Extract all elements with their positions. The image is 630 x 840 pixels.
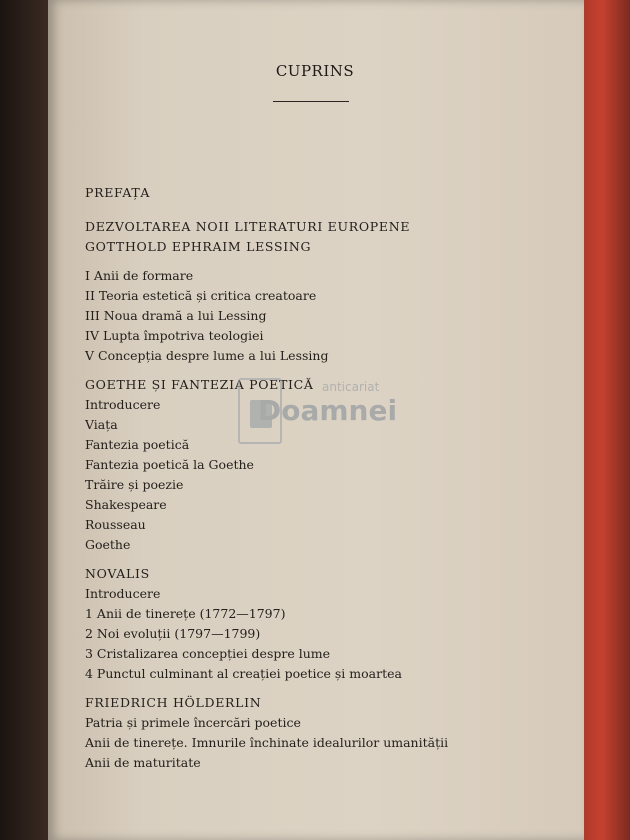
toc-title: 3 Cristalizarea concepției despre lume	[85, 646, 331, 661]
toc-title: V Concepția despre lume a lui Lessing	[85, 348, 329, 363]
toc-title: Shakespeare	[85, 497, 167, 512]
watermark-small-text: anticariat	[322, 380, 380, 394]
toc-title: Fantezia poetică la Goethe	[85, 457, 254, 472]
toc-title: Goethe	[85, 537, 131, 552]
toc-title: Introducere	[85, 397, 161, 412]
page-title: CUPRINS	[275, 62, 355, 80]
toc-title: GOETHE ȘI FANTEZIA POETICĂ	[85, 377, 314, 392]
toc-title: Anii de tinerețe. Imnurile închinate idealurilor umanității	[85, 735, 449, 750]
watermark-logo	[230, 378, 398, 458]
toc-title: FRIEDRICH HÖLDERLIN	[85, 695, 262, 710]
toc-title: III Noua dramă a lui Lessing	[85, 308, 267, 323]
toc-title: Rousseau	[85, 517, 146, 532]
watermark-big-text: Doamnei	[258, 394, 398, 427]
toc-title: II Teoria estetică și critica creatoare	[85, 288, 317, 303]
toc-title: Viața	[85, 417, 118, 432]
toc-title: 2 Noi evoluții (1797—1799)	[85, 626, 261, 641]
toc-title: NOVALIS	[85, 566, 150, 581]
toc-title: PREFAȚA	[85, 185, 151, 200]
toc-title: 1 Anii de tinerețe (1772—1797)	[85, 606, 286, 621]
toc-title: I Anii de formare	[85, 268, 194, 283]
toc-title: 4 Punctul culminant al creației poetice și moartea	[85, 666, 402, 681]
toc-title: Introducere	[85, 586, 161, 601]
toc-title: DEZVOLTAREA NOII LITERATURI EUROPENE	[85, 219, 411, 234]
toc-title: Fantezia poetică	[85, 437, 190, 452]
toc-title: Anii de maturitate	[85, 755, 201, 770]
toc-title: Trăire și poezie	[85, 477, 184, 492]
toc-title: GOTTHOLD EPHRAIM LESSING	[85, 239, 312, 254]
toc-title: IV Lupta împotriva teologiei	[85, 328, 264, 343]
toc-title: Patria și primele încercări poetice	[85, 715, 301, 730]
